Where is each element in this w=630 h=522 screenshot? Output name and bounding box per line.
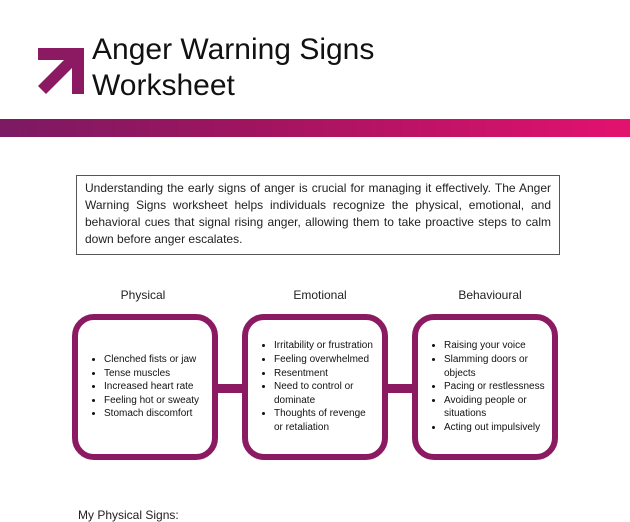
list-item: • Feeling overwhelmed: [274, 353, 376, 367]
card-behavioural: [412, 314, 558, 460]
title-line-2: Worksheet: [92, 69, 235, 102]
title-line-1: Anger Warning Signs: [92, 33, 375, 66]
list-item: • Tense muscles: [104, 367, 199, 381]
list-item: • Clenched fists or jaw: [104, 353, 199, 367]
heading-behavioural: Behavioural: [458, 288, 522, 302]
list-item: • Raising your voice: [444, 339, 546, 353]
list-item: • Avoiding people or situations: [444, 394, 546, 421]
header-gradient-band: [0, 119, 630, 137]
card-emotional: [242, 314, 388, 460]
heading-physical: Physical: [120, 288, 166, 302]
arrow-up-right-icon: [36, 46, 86, 96]
list-item: • Feeling hot or sweaty: [104, 394, 199, 408]
my-physical-signs-label: My Physical Signs:: [78, 508, 179, 522]
list-item: • Pacing or restlessness: [444, 380, 546, 394]
list-item: • Stomach discomfort: [104, 407, 199, 421]
card-physical: [72, 314, 218, 460]
list-item: • Acting out impulsively: [444, 421, 546, 435]
intro-text-box: Understanding the early signs of anger is crucial for managing it effectively. The Anger Warning Signs worksheet helps individuals recognize the physical, emotional, and behavioral cues that signal rising anger, allowing them to take proactive steps to calm down before anger escalates.: [76, 175, 560, 255]
list-behavioural: [418, 339, 552, 434]
heading-emotional: Emotional: [293, 288, 347, 302]
connector-left: [218, 384, 244, 393]
list-item: • Need to control or dominate: [274, 380, 376, 407]
connector-right: [388, 384, 414, 393]
page-title: [92, 32, 374, 104]
list-item: • Thoughts of revenge or retaliation: [274, 407, 376, 434]
list-item: • Resentment: [274, 367, 376, 381]
list-item: • Slamming doors or objects: [444, 353, 546, 380]
list-emotional: [248, 339, 382, 434]
list-physical: [78, 353, 205, 421]
list-item: • Irritability or frustration: [274, 339, 376, 353]
list-item: • Increased heart rate: [104, 380, 199, 394]
